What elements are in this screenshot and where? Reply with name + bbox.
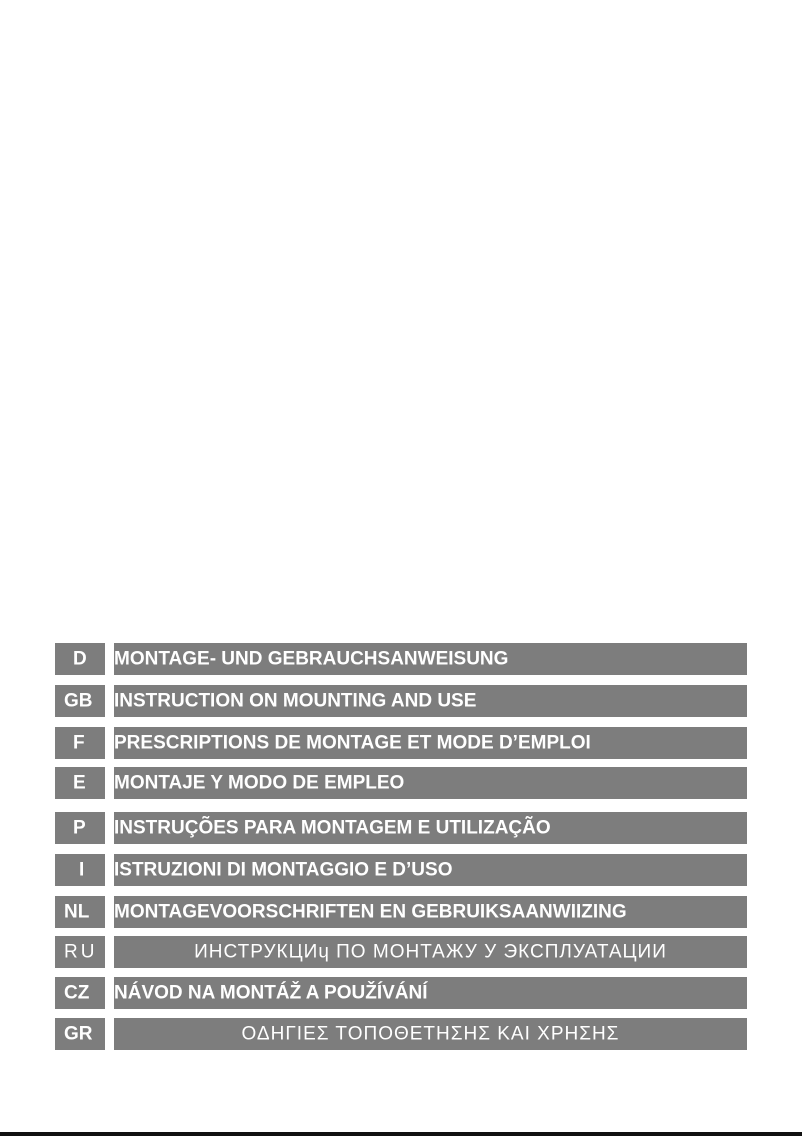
language-code: D <box>73 648 87 670</box>
row-divider <box>105 812 114 844</box>
language-title: ΟΔΗΓΙΕΣ ΤΟΠΟΘΕΤΗΣΗΣ ΚΑΙ ΧΡΗΣΗΣ <box>241 1023 620 1045</box>
language-row-d <box>55 643 747 675</box>
language-code: E <box>73 772 86 794</box>
language-row-nl <box>55 896 747 928</box>
row-divider <box>105 854 114 886</box>
row-divider <box>105 896 114 928</box>
language-title: INSTRUÇÕES PARA MONTAGEM E UTILIZAÇÃO <box>114 817 551 839</box>
language-title: MONTAGE- UND GEBRAUCHSANWEISUNG <box>114 648 509 670</box>
language-code: CZ <box>64 982 90 1004</box>
row-divider <box>105 936 114 968</box>
row-divider <box>105 643 114 675</box>
language-title: PRESCRIPTIONS DE MONTAGE ET MODE D’EMPLOI <box>114 732 591 754</box>
language-code: GB <box>64 690 93 712</box>
row-divider <box>105 685 114 717</box>
language-row-gr <box>55 1018 747 1050</box>
language-code: I <box>79 859 85 881</box>
language-code: P <box>73 817 86 839</box>
language-title: ISTRUZIONI DI MONTAGGIO E D’USO <box>114 859 453 881</box>
language-code: F <box>73 732 85 754</box>
language-row-ru <box>55 936 747 968</box>
language-title: MONTAGEVOORSCHRIFTEN EN GEBRUIKSAANWIIZING <box>114 901 627 923</box>
language-row-e <box>55 767 747 799</box>
language-row-p <box>55 812 747 844</box>
language-row-gb <box>55 685 747 717</box>
language-title: NÁVOD NA MONTÁŽ A POUŽÍVÁNÍ <box>114 982 428 1004</box>
language-code: RU <box>64 941 98 963</box>
bottom-rule <box>0 1132 802 1136</box>
language-code: GR <box>64 1023 93 1045</box>
language-title: ИНСТРУКЦИɥ ПО МОНТАЖУ У ЭКСПЛУАТАЦИИ <box>194 941 667 963</box>
row-divider <box>105 977 114 1009</box>
row-divider <box>105 767 114 799</box>
language-row-cz <box>55 977 747 1009</box>
language-title: MONTAJE Y MODO DE EMPLEO <box>114 772 405 794</box>
language-row-i <box>55 854 747 886</box>
row-divider <box>105 1018 114 1050</box>
language-title: INSTRUCTION ON MOUNTING AND USE <box>114 690 477 712</box>
row-divider <box>105 727 114 759</box>
language-code: NL <box>64 901 90 923</box>
language-row-f <box>55 727 747 759</box>
